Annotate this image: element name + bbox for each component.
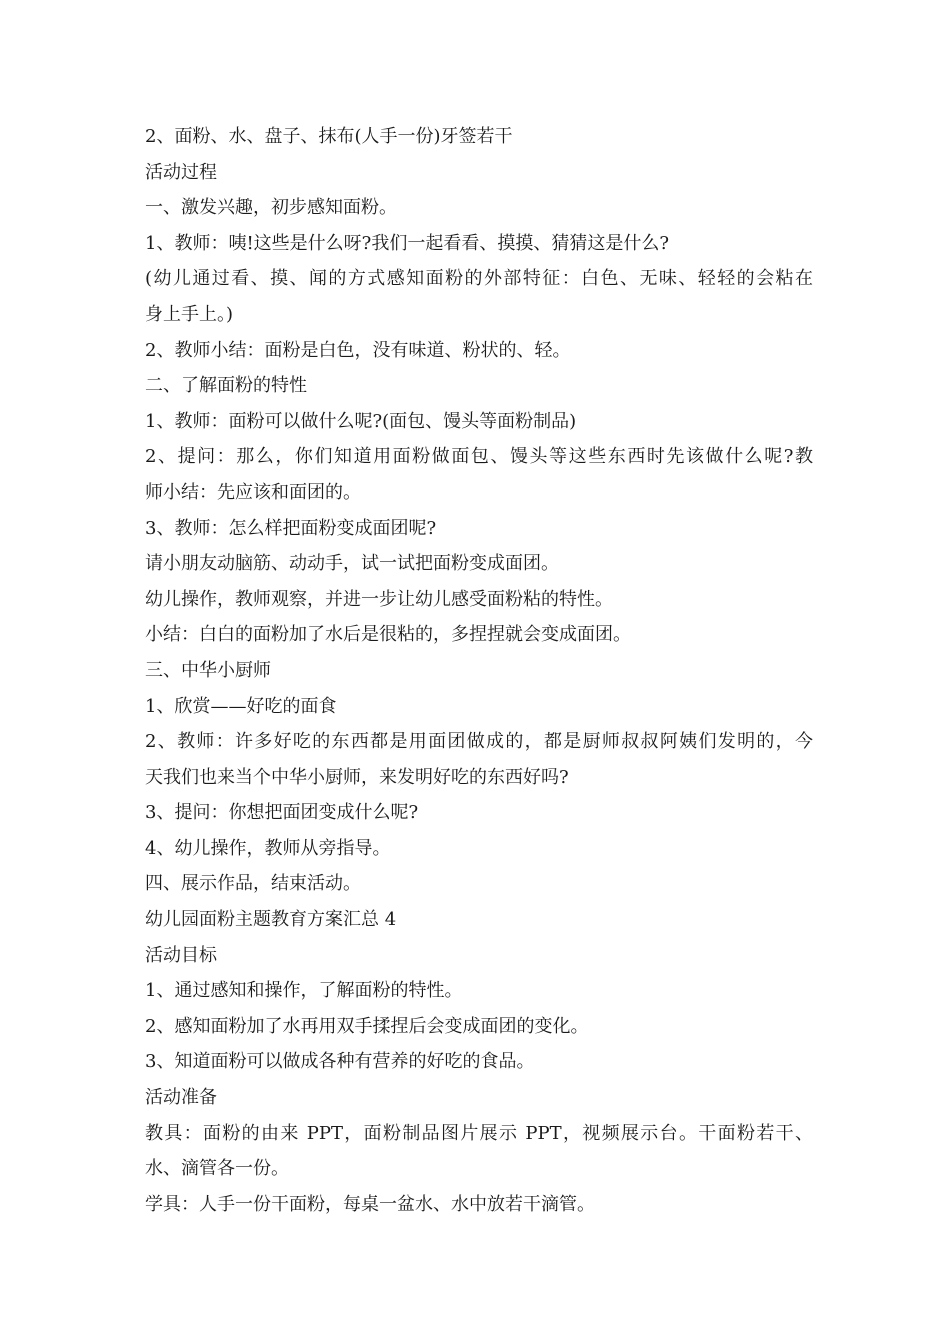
text-line: 2、感知面粉加了水再用双手揉捏后会变成面团的变化。 [145, 1015, 589, 1037]
text-line: 3、教师：怎么样把面粉变成面团呢? [145, 517, 437, 539]
text-line: 2、教师：许多好吃的东西都是用面团做成的，都是厨师叔叔阿姨们发明的，今 [145, 731, 813, 753]
text-line: 幼儿操作，教师观察，并进一步让幼儿感受面粉粘的特性。 [145, 588, 613, 610]
text-line: 1、教师：面粉可以做什么呢?(面包、馒头等面粉制品) [145, 410, 577, 432]
text-line: 4、幼儿操作，教师从旁指导。 [145, 837, 391, 859]
text-line: 幼儿园面粉主题教育方案汇总 4 [145, 909, 397, 931]
text-line: 活动准备 [145, 1087, 217, 1109]
text-line: 小结：白白的面粉加了水后是很粘的，多捏捏就会变成面团。 [145, 624, 631, 646]
text-line: 活动过程 [145, 161, 217, 183]
text-line: 1、欣赏——好吃的面食 [145, 695, 337, 717]
text-line: (幼儿通过看、摸、闻的方式感知面粉的外部特征：白色、无味、轻轻的会粘在 [145, 268, 813, 290]
text-line: 一、激发兴趣，初步感知面粉。 [145, 197, 397, 219]
text-line: 教具：面粉的由来 PPT，面粉制品图片展示 PPT，视频展示台。干面粉若干、 [145, 1122, 813, 1144]
text-line: 2、面粉、水、盘子、抹布(人手一份)牙签若干 [145, 126, 513, 147]
text-line: 1、教师：咦!这些是什么呀?我们一起看看、摸摸、猜猜这是什么? [145, 232, 669, 254]
text-line: 1、通过感知和操作，了解面粉的特性。 [145, 980, 463, 1002]
text-line: 天我们也来当个中华小厨师，来发明好吃的东西好吗? [145, 766, 569, 788]
text-line: 四、展示作品，结束活动。 [145, 873, 361, 895]
text-line: 师小结：先应该和面团的。 [145, 481, 361, 503]
text-line: 请小朋友动脑筋、动动手，试一试把面粉变成面团。 [145, 553, 559, 575]
text-line: 身上手上。) [145, 303, 234, 325]
text-line: 2、教师小结：面粉是白色，没有味道、粉状的、轻。 [145, 339, 571, 361]
text-line: 学具：人手一份干面粉，每桌一盆水、水中放若干滴管。 [145, 1193, 595, 1215]
text-line: 活动目标 [145, 944, 217, 966]
text-line: 水、滴管各一份。 [145, 1158, 289, 1180]
text-line: 2、提问：那么，你们知道用面粉做面包、馒头等这些东西时先该做什么呢?教 [145, 446, 813, 468]
document-body [145, 119, 813, 1222]
text-line: 3、知道面粉可以做成各种有营养的好吃的食品。 [145, 1051, 535, 1073]
text-line: 三、中华小厨师 [145, 659, 271, 681]
text-line: 二、了解面粉的特性 [145, 375, 307, 397]
text-line: 3、提问：你想把面团变成什么呢? [145, 802, 419, 824]
